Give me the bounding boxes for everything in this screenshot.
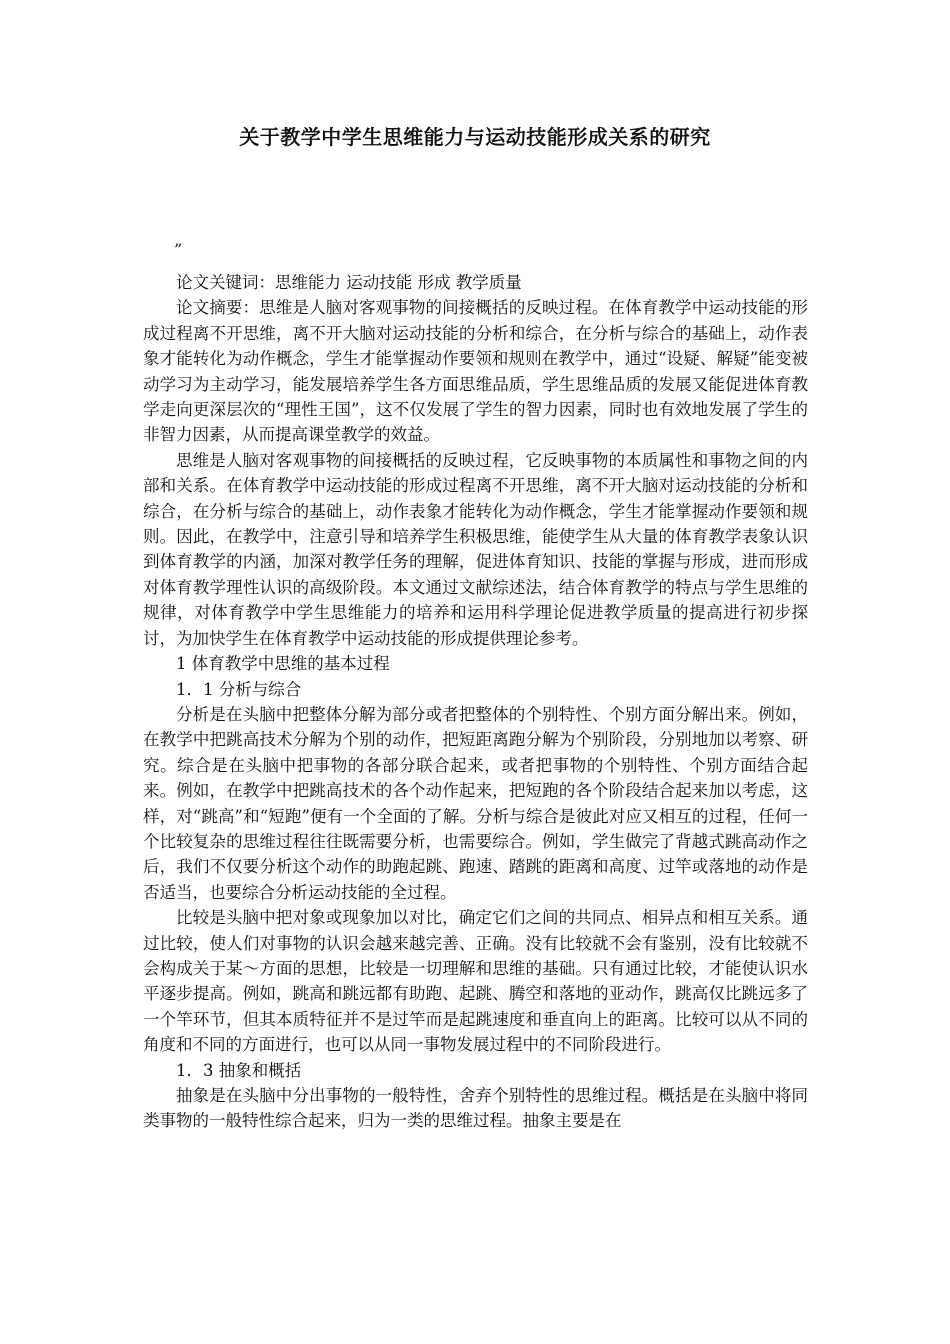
subsection-heading-1-3: 1．3 抽象和概括 xyxy=(176,1060,302,1080)
section-heading-1: 1 体育教学中思维的基本过程 xyxy=(176,654,390,674)
subsection-heading-1-1: 1．1 分析与综合 xyxy=(176,679,302,699)
analysis-paragraph: 分析是在头脑中把整体分解为部分或者把整体的个别特性、个别方面分解出来。例如，在教学中把跳高技术分解为个别的动作，把短距离跑分解为个别阶段，分别地加以考察、研究。综合是在头脑中把事物的各部分联合起来，或者把事物的个别特性、个别方面结合起来。例如，在教学中把跳高技术的各个动作起来，把短跑的各个阶段结合起来加以考虑，这样，对“跳高”和“短跑”便有一个全面的了解。分析与综合是彼此对应又相互的过程，任何一个比较复杂的思维过程往往既需要分析，也需要综合。例如，学生做完了背越式跳高动作之后，我们不仅要分析这个动作的助跑起跳、跑速、踏跳的距离和高度、过竿或落地的动作是否适当，也要综合分析运动技能的全过程。 xyxy=(143,704,808,902)
stray-quote-mark: ” xyxy=(174,240,183,259)
abstract-paragraph: 论文摘要：思维是人脑对客观事物的间接概括的反映过程。在体育教学中运动技能的形成过程离不开思维，离不开大脑对运动技能的分析和综合，在分析与综合的基础上，动作表象才能转化为动作概念，学生才能掌握动作要领和规则在教学中，通过“设疑、解疑”能变被动学习为主动学习，能发展培养学生各方面思维品质，学生思维品质的发展又能促进体育教学走向更深层次的“理性王国”，这不仅发展了学生的智力因素，同时也有效地发展了学生的非智力因素，从而提高课堂教学的效益。 xyxy=(143,298,808,445)
document-body xyxy=(143,270,808,1134)
keywords-paragraph: 论文关键词：思维能力 运动技能 形成 教学质量 xyxy=(176,273,522,292)
intro-paragraph: 思维是人脑对客观事物的间接概括的反映过程，它反映事物的本质属性和事物之间的内部和关系。在体育教学中运动技能的形成过程离不开思维，离不开大脑对运动技能的分析和综合，在分析与综合的基础上，动作表象才能转化为动作概念，学生才能掌握动作要领和规则。因此，在教学中，注意引导和培养学生积极思维，能使学生从大量的体育教学表象认识到体育教学的内涵，加深对教学任务的理解，促进体育知识、技能的掌握与形成，进而形成对体育教学理性认识的高级阶段。本文通过文献综述法，结合体育教学的特点与学生思维的规律，对体育教学中学生思维能力的培养和运用科学理论促进教学质量的提高进行初步探讨，为加快学生在体育教学中运动技能的形成提供理论参考。 xyxy=(143,450,808,648)
document-title: 关于教学中学生思维能力与运动技能形成关系的研究 xyxy=(239,125,711,149)
comparison-paragraph: 比较是头脑中把对象或现象加以对比，确定它们之间的共同点、相异点和相互关系。通过比较，使人们对事物的认识会越来越完善、正确。没有比较就不会有鉴别，没有比较就不会构成关于某～方面的思想，比较是一切理解和思维的基础。只有通过比较，才能使认识水平逐步提高。例如，跳高和跳远都有助跑、起跳、腾空和落地的亚动作，跳高仅比跳远多了一个竿环节，但其本质特征并不是过竿而是起跳速度和垂直向上的距离。比较可以从不同的角度和不同的方面进行，也可以从同一事物发展过程中的不同阶段进行。 xyxy=(143,908,808,1055)
abstraction-paragraph: 抽象是在头脑中分出事物的一般特性，舍弃个别特性的思维过程。概括是在头脑中将同类事物的一般特性综合起来，归为一类的思维过程。抽象主要是在 xyxy=(143,1086,808,1131)
